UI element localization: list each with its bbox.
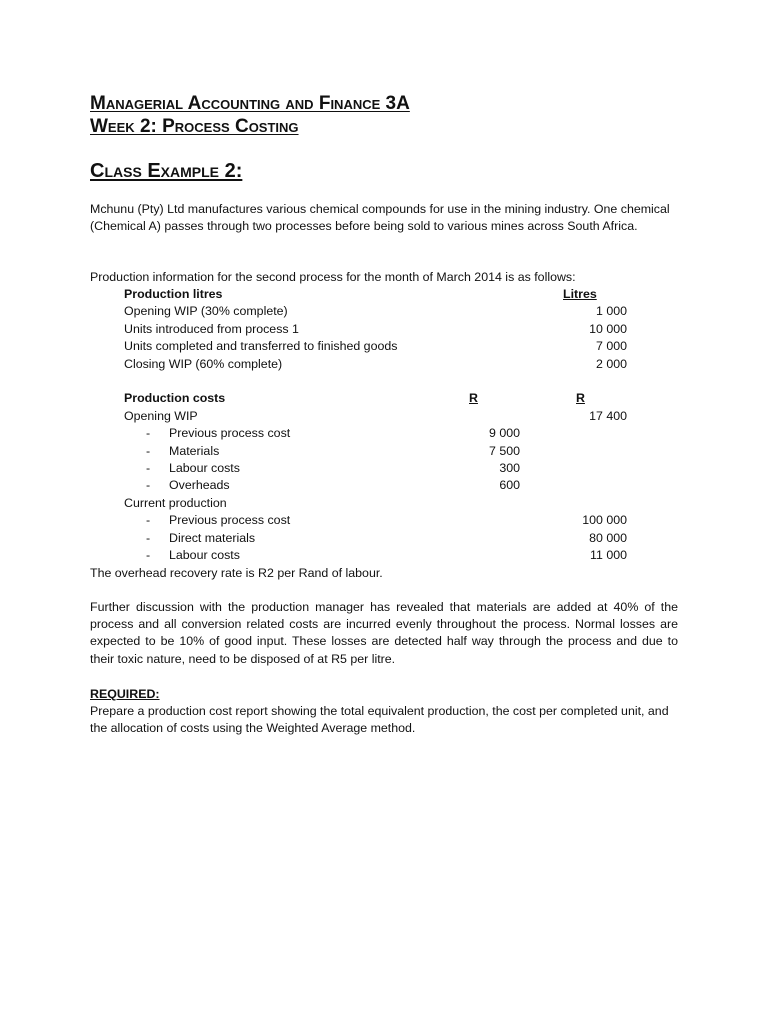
cost-item-label: Previous process cost [169, 426, 291, 440]
litres-table-label: Production litres [124, 287, 223, 301]
litres-row-value: 1 000 [595, 304, 627, 318]
list-dash: - [146, 478, 151, 492]
litres-header: Litres [563, 287, 597, 301]
cost-item-value: 80 000 [589, 531, 627, 545]
litres-row-label: Opening WIP (30% complete) [124, 304, 288, 318]
course-title: Managerial Accounting and Finance 3A [90, 93, 410, 114]
cost-item-label: Direct materials [169, 531, 256, 545]
discussion-paragraph: Further discussion with the production manager has revealed that materials are added at 40% of the process and all conversion related costs are incurred evenly throughout the process. Normal losses are expected to be 10% of good input. These losses are detected half way through the process and due to their toxic nature, need to be disposed of at R5 per litre. [90, 600, 678, 666]
costs-col2-header: R [576, 391, 585, 405]
cost-item-label: Previous process cost [169, 513, 291, 527]
example-title: Class Example 2: [90, 160, 243, 182]
list-dash: - [146, 461, 151, 475]
cost-item-label: Materials [169, 444, 220, 458]
overhead-note: The overhead recovery rate is R2 per Rand of labour. [90, 566, 383, 580]
opening-wip-label: Opening WIP [124, 409, 198, 423]
list-dash: - [146, 548, 151, 562]
intro-paragraph: Mchunu (Pty) Ltd manufactures various chemical compounds for use in the mining industry. One chemical (Chemical A) passes through two processes before being sold to various mines across South Africa. [90, 202, 670, 234]
litres-row-label: Units completed and transferred to finished goods [124, 339, 398, 353]
litres-row-label: Units introduced from process 1 [124, 322, 299, 336]
litres-row-label: Closing WIP (60% complete) [124, 357, 283, 371]
litres-row-value: 10 000 [589, 322, 627, 336]
cost-item-value: 600 [499, 478, 520, 492]
cost-item-label: Labour costs [169, 548, 240, 562]
required-label: REQUIRED: [90, 687, 160, 701]
litres-row-value: 7 000 [595, 339, 627, 353]
cost-item-value: 100 000 [582, 513, 627, 527]
costs-table-label: Production costs [124, 391, 226, 405]
cost-item-value: 11 000 [590, 548, 627, 562]
list-dash: - [146, 444, 151, 458]
production-info-intro: Production information for the second process for the month of March 2014 is as follows: [90, 270, 576, 284]
opening-wip-total: 17 400 [589, 409, 627, 423]
week-title: Week 2: Process Costing [90, 116, 299, 137]
costs-col1-header: R [469, 391, 478, 405]
list-dash: - [146, 531, 151, 545]
current-production-label: Current production [124, 496, 227, 510]
cost-item-label: Labour costs [169, 461, 240, 475]
list-dash: - [146, 426, 151, 440]
cost-item-value: 9 000 [488, 426, 520, 440]
cost-item-value: 7 500 [488, 444, 520, 458]
list-dash: - [146, 513, 151, 527]
cost-item-label: Overheads [169, 478, 230, 492]
cost-item-value: 300 [499, 461, 520, 475]
required-text: Prepare a production cost report showing the total equivalent production, the cost per completed unit, and the allocation of costs using the Weighted Average method. [90, 704, 669, 736]
litres-row-value: 2 000 [595, 357, 627, 371]
